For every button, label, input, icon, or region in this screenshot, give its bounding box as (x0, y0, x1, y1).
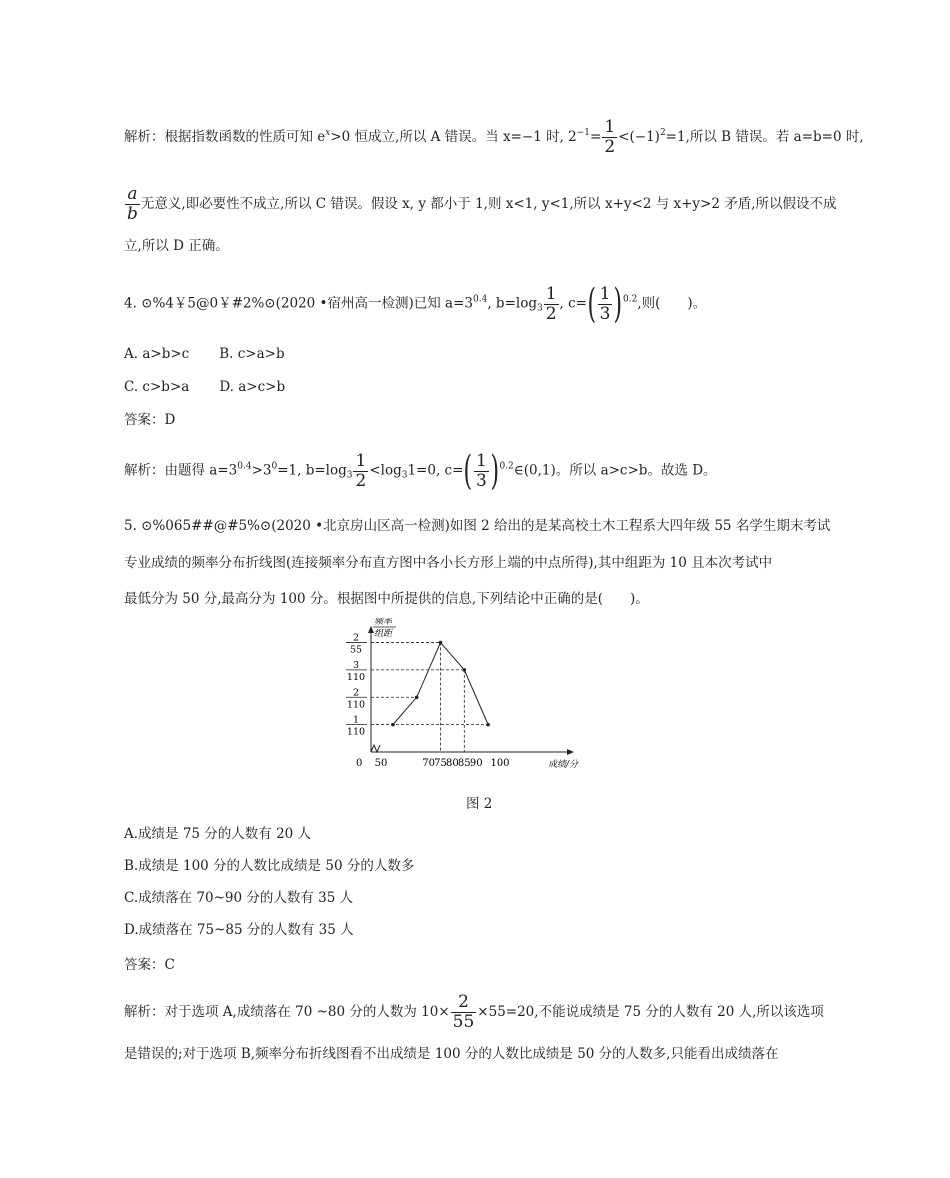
numerator: 1 (476, 450, 487, 471)
text: , c= (559, 295, 587, 312)
text: , b=log (487, 295, 537, 312)
option-a: A. a>b>c (124, 346, 190, 362)
x-tick-label: 85 (457, 758, 471, 769)
frequency-polygon-chart (338, 618, 588, 782)
option-d: D. a>c>b (219, 379, 286, 395)
text: =1,所以 B 错误。若 a=b=0 时, (665, 129, 864, 145)
fraction (602, 118, 617, 157)
numerator: 1 (599, 283, 611, 304)
numerator: 1 (545, 283, 557, 304)
x-tick-label: 75 (434, 758, 447, 769)
paren-left: ( (463, 448, 473, 494)
y-tick-label-numerator: 2 (352, 632, 360, 644)
figure-caption: 图 2 (466, 796, 493, 812)
y-tick-label-denominator: 110 (346, 671, 366, 683)
paren-right: ) (613, 281, 623, 327)
text: 无意义,即必要性不成立,所以 C 错误。假设 x, y 都小于 1,则 x<1, y<1,所以 x+y<2 与 x+y>2 矛盾,所以假设不成 (140, 196, 837, 212)
chart-svg (338, 618, 588, 778)
x-tick-label: 100 (490, 758, 510, 769)
option-c: C. c>b>a (124, 379, 190, 395)
y-tick-label-numerator: 1 (352, 714, 360, 726)
text: ,则( )。 (637, 295, 707, 312)
denominator: 2 (355, 470, 367, 491)
text: >3 (251, 462, 272, 479)
text: 2 (659, 128, 666, 138)
q5-analysis-line1 (124, 993, 824, 1032)
y-tick-label-denominator: 55 (349, 644, 363, 656)
numerator: a (125, 185, 140, 205)
fraction (451, 993, 477, 1032)
q5-option-d: D.成绩落在 75~85 分的人数有 35 人 (124, 922, 354, 938)
text: 解析：对于选项 A,成绩落在 70 ~80 分的人数为 10× (124, 1004, 450, 1020)
denominator: b (127, 204, 138, 224)
text: ×55=20,不能说成绩是 75 分的人数有 20 人,所以该选项 (477, 1004, 824, 1020)
y-tick-label-denominator: 110 (346, 726, 366, 738)
text: 3 (346, 470, 353, 481)
q5-option-a: A.成绩是 75 分的人数有 20 人 (124, 826, 312, 842)
x-tick-label: 90 (469, 758, 483, 769)
y-tick-label-numerator: 2 (352, 687, 360, 699)
numerator: 2 (451, 993, 477, 1013)
q4-analysis (124, 448, 717, 494)
analysis3-line1 (124, 118, 864, 157)
q5-stem-line1: 5. ⊙%065##@#5%⊙(2020 •北京房山区高一检测)如图 2 给出的是某高校土木工程系大四年级 55 名学生期末考试 (124, 518, 831, 534)
text: <log (369, 462, 402, 479)
analysis3-line3: 立,所以 D 正确。 (124, 238, 229, 254)
denominator: 2 (545, 303, 557, 324)
numerator: 1 (604, 117, 616, 137)
analysis3-line2 (124, 185, 837, 224)
text: 解析：根据指数函数的性质可知 e (124, 129, 326, 145)
q5-analysis-line2: 是错误的;对于选项 B,频率分布折线图看不出成绩是 100 分的人数比成绩是 50 分的人数多,只能看出成绩落在 (124, 1046, 779, 1062)
text: 0 (271, 461, 278, 472)
q5-stem-line2: 专业成绩的频率分布折线图(连接频率分布直方图中各小长方形上端的中点所得),其中组距为 10 且本次考试中 (124, 555, 773, 571)
text: −1 (576, 128, 591, 138)
fraction (474, 452, 489, 491)
text: 0.2 (499, 461, 514, 472)
y-tick-label-numerator: 3 (352, 659, 360, 671)
denominator: 2 (604, 137, 616, 157)
text: x (325, 128, 331, 138)
text: 0.2 (623, 294, 638, 305)
data-point (439, 641, 443, 645)
x-tick-label: 70 (422, 758, 435, 769)
q4-options-row1 (124, 344, 285, 364)
axis-break (371, 745, 380, 752)
denominator: 55 (452, 1012, 475, 1032)
q4-stem (124, 281, 707, 327)
text: = (590, 129, 602, 145)
data-point (415, 695, 419, 699)
option-b: B. c>a>b (219, 346, 285, 362)
fraction (544, 285, 559, 324)
numerator: 1 (355, 450, 367, 471)
y-axis-label-bottom: 组距 (374, 629, 393, 639)
text: 0.4 (473, 294, 488, 305)
text: 4. ⊙%4￥5@0￥#2%⊙(2020 •宿州高一检测)已知 a=3 (124, 295, 474, 312)
x-axis-arrow (567, 749, 574, 755)
text: =1, b=log (277, 462, 347, 479)
x-tick-label: 50 (374, 758, 388, 769)
q5-stem-line3: 最低分为 50 分,最高分为 100 分。根据图中所提供的信息,下列结论中正确的是( )。 (124, 591, 649, 607)
text: 0.4 (237, 461, 252, 472)
x-tick-label: 80 (446, 758, 459, 769)
denominator: 3 (599, 303, 611, 324)
fraction (353, 452, 368, 491)
text: >0 恒成立,所以 A 错误。当 x=−1 时, 2 (330, 129, 577, 145)
text: 解析：由题得 a=3 (124, 462, 238, 479)
q4-options-row2 (124, 377, 285, 397)
q4-answer: 答案：D (124, 412, 176, 428)
denominator: 3 (476, 470, 487, 491)
y-tick-label-denominator: 110 (346, 699, 366, 711)
q5-answer: 答案：C (124, 957, 175, 973)
q5-option-c: C.成绩落在 70~90 分的人数有 35 人 (124, 890, 354, 906)
data-point (391, 723, 395, 727)
data-point (463, 668, 467, 672)
fraction (125, 185, 140, 224)
paren-left: ( (587, 281, 597, 327)
y-axis-label-top: 频率 (374, 618, 393, 627)
text: <(−1) (618, 129, 660, 145)
x-axis-label: 成绩/分 (548, 760, 579, 770)
paren-right: ) (490, 448, 499, 494)
fraction (598, 285, 613, 324)
text: 1=0, c= (407, 462, 464, 479)
q5-option-b: B.成绩是 100 分的人数比成绩是 50 分的人数多 (124, 858, 415, 874)
text: ∈(0,1)。所以 a>c>b。故选 D。 (513, 462, 717, 479)
origin-label: 0 (356, 758, 363, 769)
text: 3 (536, 303, 543, 314)
data-point (486, 723, 490, 727)
text: 3 (401, 470, 408, 481)
